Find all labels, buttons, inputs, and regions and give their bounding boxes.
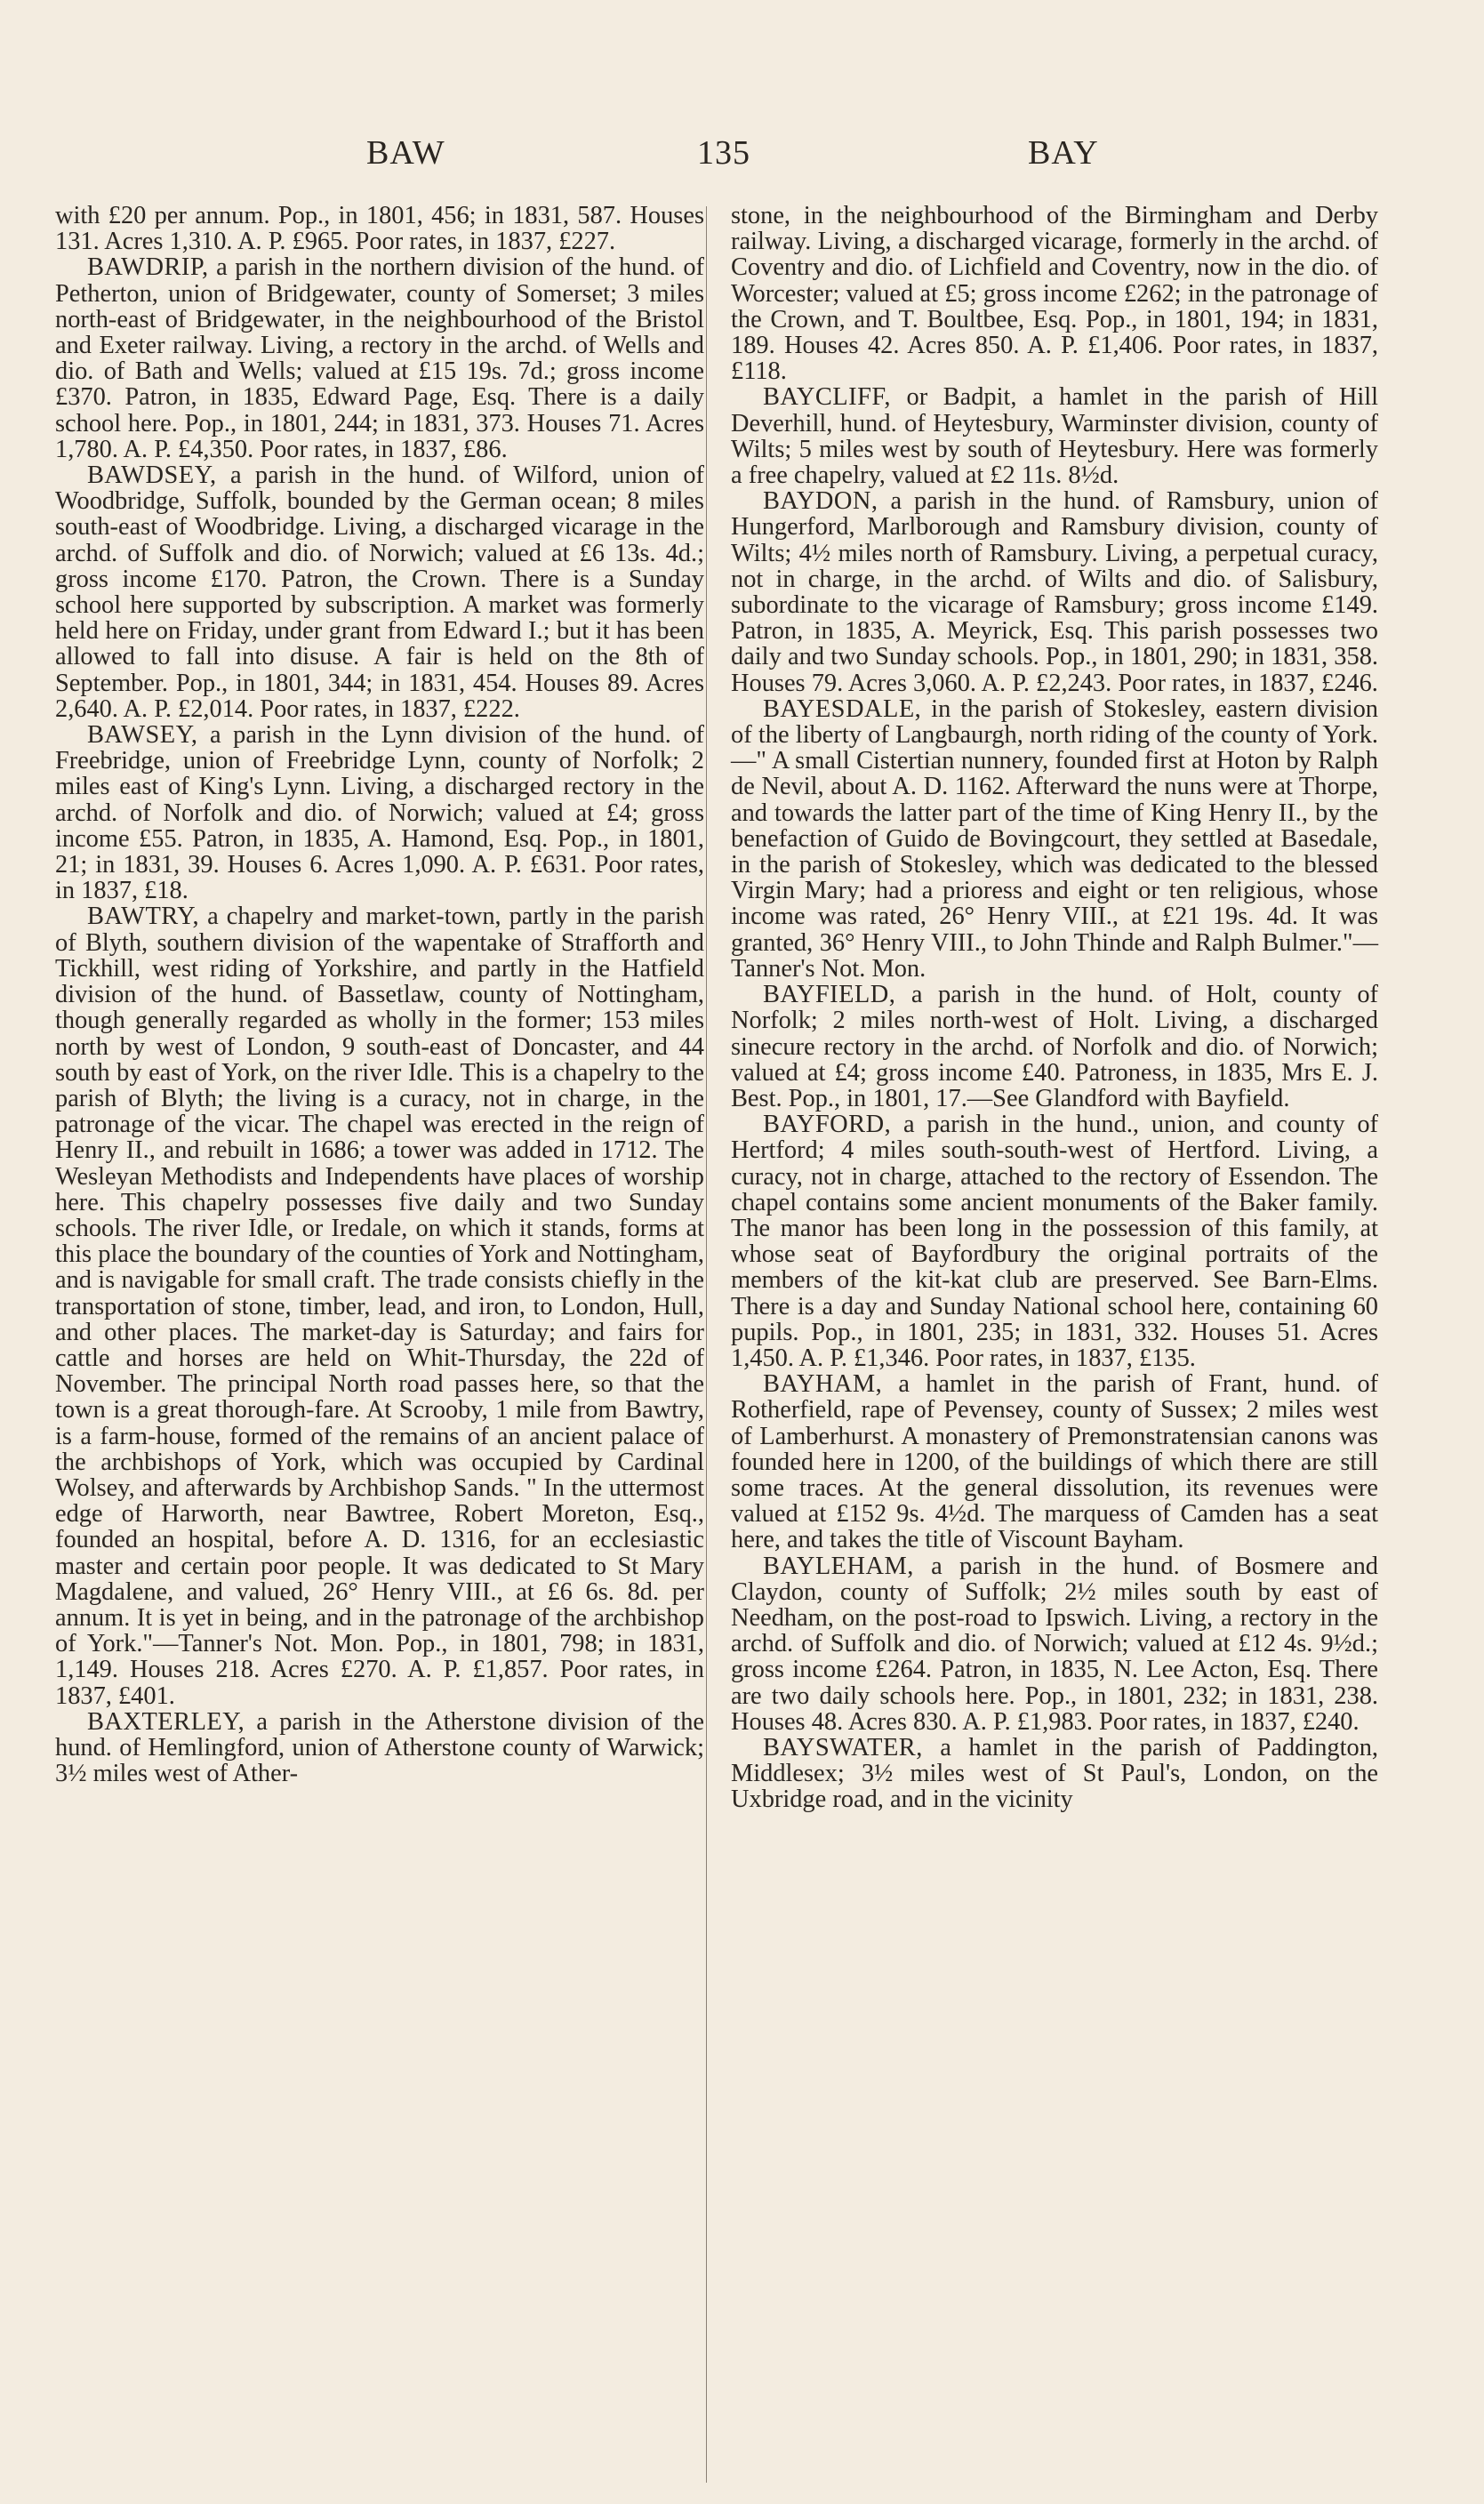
entry-headword: BAYDON, xyxy=(763,487,878,516)
entry xyxy=(55,903,704,1708)
entry-text: a parish in the hund. of Bosmere and Claydon, county of Suffolk; 2½ miles south by east of Needham, on the post-road to Ipswich. Living, a rectory in the archd. of Suffolk and dio. of Norwich; valued at £12 4s. 9½d.; gross income £264. Patron, in 1835, N. Lee Acton, Esq. There are two daily schools here. Pop., in 1801, 232; in 1831, 238. Houses 48. Acres 830. A. P. £1,983. Poor rates, in 1837, £240. xyxy=(731,1552,1378,1736)
entry-text: a parish in the hund. of Holt, county of Norfolk; 2 miles north-west of Holt. Living, a discharged sinecure rectory in the archd. of Norfolk and dio. of Norwich; valued at £4; gross income £40. Patroness, in 1835, Mrs E. J. Best. Pop., in 1801, 17.—See Glandford with Bayfield. xyxy=(731,981,1378,1112)
entry-text: a hamlet in the parish of Frant, hund. of Rotherfield, rape of Pevensey, county of Sussex; 2 miles west of Lamberhurst. A monastery of Premonstratensian canons was founded here in 1200, of the buildings of which there are still some traces. At the general dissolution, its revenues were valued at £152 9s. 4½d. The marquess of Camden has a seat here, and takes the title of Viscount Bayham. xyxy=(731,1370,1378,1554)
entry xyxy=(55,722,704,903)
entry-text: a chapelry and market-town, partly in the parish of Blyth, southern division of the wapentake of Strafforth and Tickhill, west riding of Yorkshire, and partly in the Hatfield division of the hund. of Bassetlaw, county of Nottingham, though generally regarded as wholly in the former; 153 miles north by west of London, 9 south-east of Doncaster, and 44 south by east of York, on the river Idle. This is a chapelry to the parish of Blyth; the living is a curacy, not in charge, in the patronage of the vicar. The chapel was erected in the reign of Henry II., and rebuilt in 1686; a tower was added in 1712. The Wesleyan Methodists and Independents have places of worship here. This chapelry possesses five daily and two Sunday schools. The river Idle, or Iredale, on which it stands, forms at this place the boundary of the counties of York and Nottingham, and is navigable for small craft. The trade consists chiefly in the transportation of stone, timber, lead, and iron, to London, Hull, and other places. The market-day is Saturday; and fairs for cattle and horses are held on Whit-Thursday, the 22d of November. The principal North road passes here, so that the town is a great thorough-fare. At Scrooby, 1 mile from Bawtry, is a farm-house, formed of the remains of an ancient palace of the archbishops of York, which was occupied by Cardinal Wolsey, and afterwards by Archbishop Sands. " In the uttermost edge of Harworth, near Bawtree, Robert Moreton, Esq., founded an hospital, before A. D. 1316, for an ecclesiastic master and certain poor people. It was dedicated to St Mary Magdalene, and valued, 26° Henry VIII., at £6 6s. 8d. per annum. It is yet in being, and in the patronage of the archbishop of York."—Tanner's Not. Mon. Pop., in 1801, 798; in 1831, 1,149. Houses 218. Acres £270. A. P. £1,857. Poor rates, in 1837, £401. xyxy=(55,903,704,1710)
entry-headword: BAYLEHAM, xyxy=(763,1552,914,1580)
entry xyxy=(55,203,704,254)
entry xyxy=(731,1371,1378,1553)
page-header xyxy=(0,133,1484,187)
entry-headword: BAYFIELD, xyxy=(763,981,896,1009)
entry-text: a parish in the hund. of Ramsbury, union of Hungerford, Marlborough and Ramsbury division, county of Wilts; 4½ miles north of Ramsbury. Living, a perpetual curacy, not in charge, in the archd. of Wilts and dio. of Salisbury, subordinate to the vicarage of Ramsbury; gross income £149. Patron, in 1835, A. Meyrick, Esq. This parish possesses two daily and two Sunday schools. Pop., in 1801, 290; in 1831, 358. Houses 79. Acres 3,060. A. P. £2,243. Poor rates, in 1837, £246. xyxy=(731,487,1378,697)
entry xyxy=(731,982,1378,1112)
running-head-left: BAW xyxy=(366,134,445,172)
entry xyxy=(731,1112,1378,1371)
entry-text: in the parish of Stokesley, eastern division of the liberty of Langbaurgh, north riding of the county of York.—" A small Cistertian nunnery, founded first at Hoton by Ralph de Nevil, about A. D. 1162. Afterward the nuns were at Thorpe, and towards the latter part of the time of King Henry II., by the benefaction of Guido de Bovingcourt, they settled at Basedale, in the parish of Stokesley, which was dedicated to the blessed Virgin Mary; had a prioress and eight or ten religious, whose income was rated, 26° Henry VIII., at £21 19s. 4d. It was granted, 36° Henry VIII., to John Thinde and Ralph Bulmer."—Tanner's Not. Mon. xyxy=(731,694,1378,983)
entry-headword: BAYCLIFF, xyxy=(763,383,891,412)
page-number: 135 xyxy=(697,134,750,172)
right-column xyxy=(731,203,1378,1813)
entry xyxy=(731,384,1378,488)
left-column xyxy=(55,203,704,1786)
entry xyxy=(731,488,1378,696)
entry xyxy=(55,254,704,462)
entry-headword: BAXTERLEY, xyxy=(87,1707,245,1736)
entry-text: a parish in the hund., union, and county of Hertford; 4 miles south-south-west of Hertford. Living, a curacy, not in charge, attached to the rectory of Essendon. The chapel contains some ancient monuments of the Baker family. The manor has been long in the possession of this family, at whose seat of Bayfordbury the original portraits of the members of the kit-kat club are preserved. See Barn-Elms. There is a day and Sunday National school here, containing 60 pupils. Pop., in 1801, 235; in 1831, 332. Houses 51. Acres 1,450. A. P. £1,346. Poor rates, in 1837, £135. xyxy=(731,1111,1378,1372)
entry-text: a parish in the northern division of the hund. of Petherton, union of Bridgewater, county of Somerset; 3 miles north-east of Bridgewater, in the neighbourhood of the Bristol and Exeter railway. Living, a rectory in the archd. of Wells and dio. of Bath and Wells; valued at £15 19s. 7d.; gross income £370. Patron, in 1835, Edward Page, Esq. There is a daily school here. Pop., in 1801, 244; in 1831, 373. Houses 71. Acres 1,780. A. P. £4,350. Poor rates, in 1837, £86. xyxy=(55,253,704,463)
entry xyxy=(55,1709,704,1787)
entry-headword: BAWDRIP, xyxy=(87,253,209,282)
entry-text: or Badpit, a hamlet in the parish of Hill Deverhill, hund. of Heytesbury, Warminster division, county of Wilts; 5 miles west by south of Heytesbury. Here was formerly a free chapelry, valued at £2 11s. 8½d. xyxy=(731,383,1378,490)
entry-headword: BAYFORD, xyxy=(763,1111,892,1139)
entry-text: with £20 per annum. Pop., in 1801, 456; in 1831, 587. Houses 131. Acres 1,310. A. P. £965. Poor rates, in 1837, £227. xyxy=(55,202,704,256)
column-divider xyxy=(706,206,707,2483)
entry-text: a parish in the Atherstone division of the hund. of Hemlingford, union of Atherstone county of Warwick; 3½ miles west of Ather- xyxy=(55,1707,704,1788)
entry xyxy=(731,203,1378,384)
entry-headword: BAYHAM, xyxy=(763,1370,883,1399)
entry-headword: BAYSWATER, xyxy=(763,1733,923,1762)
entry-headword: BAWDSEY, xyxy=(87,461,217,490)
running-head-right: BAY xyxy=(1028,134,1099,172)
entry-text: a parish in the Lynn division of the hund. of Freebridge, union of Freebridge Lynn, county of Norfolk; 2 miles east of King's Lynn. Living, a discharged rectory in the archd. of Norfolk and dio. of Norwich; valued at £4; gross income £55. Patron, in 1835, A. Hamond, Esq. Pop., in 1801, 21; in 1831, 39. Houses 6. Acres 1,090. A. P. £631. Poor rates, in 1837, £18. xyxy=(55,721,704,905)
entry xyxy=(731,1553,1378,1735)
entry xyxy=(731,696,1378,982)
entry xyxy=(731,1735,1378,1813)
entry xyxy=(55,462,704,722)
entry-headword: BAYESDALE, xyxy=(763,694,922,723)
entry-text: a parish in the hund. of Wilford, union of Woodbridge, Suffolk, bounded by the German ocean; 8 miles south-east of Woodbridge. Living, a discharged vicarage in the archd. of Suffolk and dio. of Norwich; valued at £6 13s. 4d.; gross income £170. Patron, the Crown. There is a Sunday school here supported by subscription. A market was formerly held here on Friday, under grant from Edward I.; but it has been allowed to fall into disuse. A fair is held on the 8th of September. Pop., in 1801, 344; in 1831, 454. Houses 89. Acres 2,640. A. P. £2,014. Poor rates, in 1837, £222. xyxy=(55,461,704,723)
entry-text: a hamlet in the parish of Paddington, Middlesex; 3½ miles west of St Paul's, London, on the Uxbridge road, and in the vicinity xyxy=(731,1733,1378,1814)
entry-headword: BAWTRY, xyxy=(87,903,200,931)
entry-text: stone, in the neighbourhood of the Birmingham and Derby railway. Living, a discharged vicarage, formerly in the archd. of Coventry and dio. of Lichfield and Coventry, now in the dio. of Worcester; valued at £5; gross income £262; in the patronage of the Crown, and T. Boultbee, Esq. Pop., in 1801, 194; in 1831, 189. Houses 42. Acres 850. A. P. £1,406. Poor rates, in 1837, £118. xyxy=(731,202,1378,386)
entry-headword: BAWSEY, xyxy=(87,721,198,750)
